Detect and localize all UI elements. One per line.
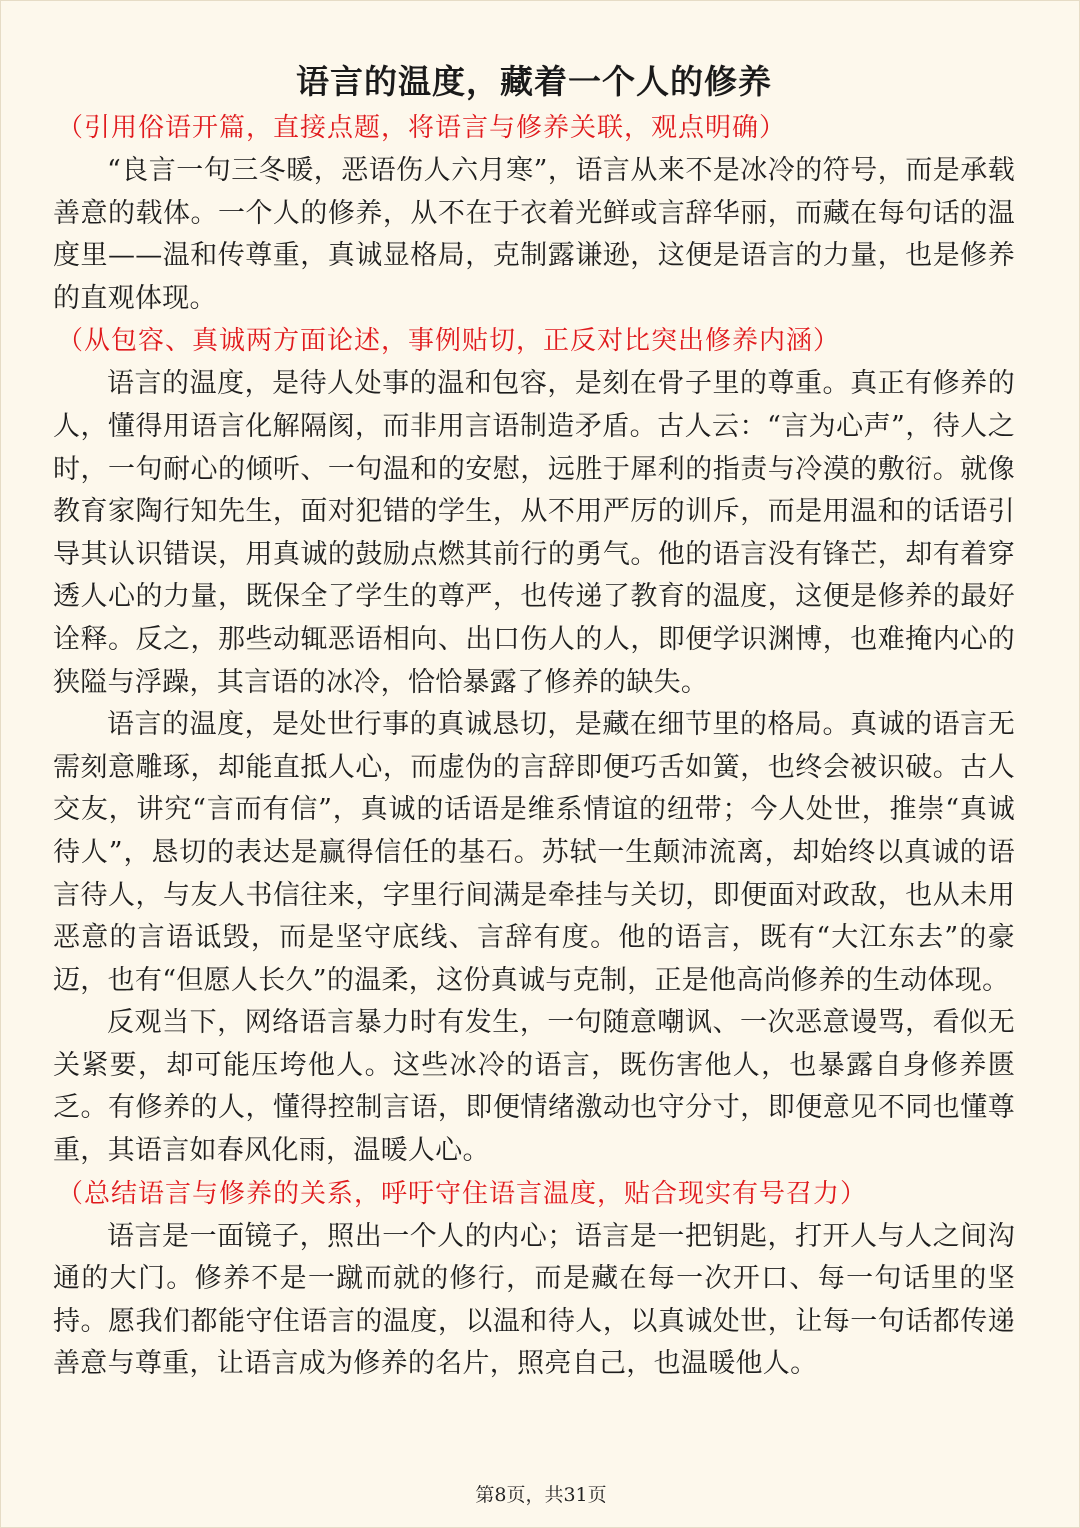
annotation-intro: （引用俗语开篇，直接点题，将语言与修养关联，观点明确） <box>57 113 787 143</box>
paragraph-contrast: 反观当下，网络语言暴力时有发生，一句随意嘲讽、一次恶意谩骂，看似无关紧要，却可能压垮他人。这些冰冷的语言，既伤害他人，也暴露自身修养匮乏。有修养的人，懂得控制言语，即便情绪激动也守分寸，即便意见不同也懂尊重，其语言如春风化雨，温暖人心。 <box>53 1007 1015 1167</box>
paragraph-intro: “良言一句三冬暖，恶语伤人六月寒”，语言从来不是冰冷的符号，而是承载善意的载体。一个人的修养，从不在于衣着光鲜或言辞华丽，而藏在每句话的温度里——温和传尊重，真诚显格局，克制露谦逊，这便是语言的力量，也是修养的直观体现。 <box>53 155 1015 314</box>
essay-title: 语言的温度，藏着一个人的修养 <box>296 62 772 101</box>
page-number: 第8页，共31页 <box>475 1484 607 1506</box>
annotation-conclusion: （总结语言与修养的关系，呼吁守住语言温度，贴合现实有号召力） <box>57 1178 868 1209</box>
paragraph-tolerance: 语言的温度，是待人处事的温和包容，是刻在骨子里的尊重。真正有修养的人，懂得用语言化解隔阂，而非用言语制造矛盾。古人云：“言为心声”，待人之时，一句耐心的倾听、一句温和的安慰，远胜于犀利的指责与冷漠的敷衍。就像教育家陶行知先生，面对犯错的学生，从不用严厉的训斥，而是用温和的话语引导其认识错误，用真诚的鼓励点燃其前行的勇气。他的语言没有锋芒，却有着穿透人心的力量，既保全了学生的尊严，也传递了教育的温度，这便是修养的最好诠释。反之，那些动辄恶语相向、出口伤人的人，即便学识渊博，也难掩内心的狭隘与浮躁，其言语的冰冷，恰恰暴露了修养的缺失。 <box>53 368 1015 698</box>
paragraph-sincerity: 语言的温度，是处世行事的真诚恳切，是藏在细节里的格局。真诚的语言无需刻意雕琢，却能直抵人心，而虚伪的言辞即便巧舌如簧，也终会被识破。古人交友，讲究“言而有信”，真诚的话语是维系情谊的纽带；今人处世，推崇“真诚待人”，恳切的表达是赢得信任的基石。苏轼一生颠沛流离，却始终以真诚的语言待人，与友人书信往来，字里行间满是牵挂与关切，即便面对政敌，也从未用恶意的言语诋毁，而是坚守底线、言辞有度。他的语言，既有“大江东去”的豪迈，也有“但愿人长久”的温柔，这份真诚与克制，正是他高尚修养的生动体现。 <box>53 709 1015 996</box>
annotation-body: （从包容、真诚两方面论述，事例贴切，正反对比突出修养内涵） <box>57 326 841 357</box>
paragraph-conclusion: 语言是一面镜子，照出一个人的内心；语言是一把钥匙，打开人与人之间沟通的大门。修养不是一蹴而就的修行，而是藏在每一次开口、每一句话里的坚持。愿我们都能守住语言的温度，以温和待人，以真诚处世，让每一句话都传递善意与尊重，让语言成为修养的名片，照亮自己，也温暖他人。 <box>53 1220 1015 1380</box>
essay-body <box>53 57 1015 1386</box>
